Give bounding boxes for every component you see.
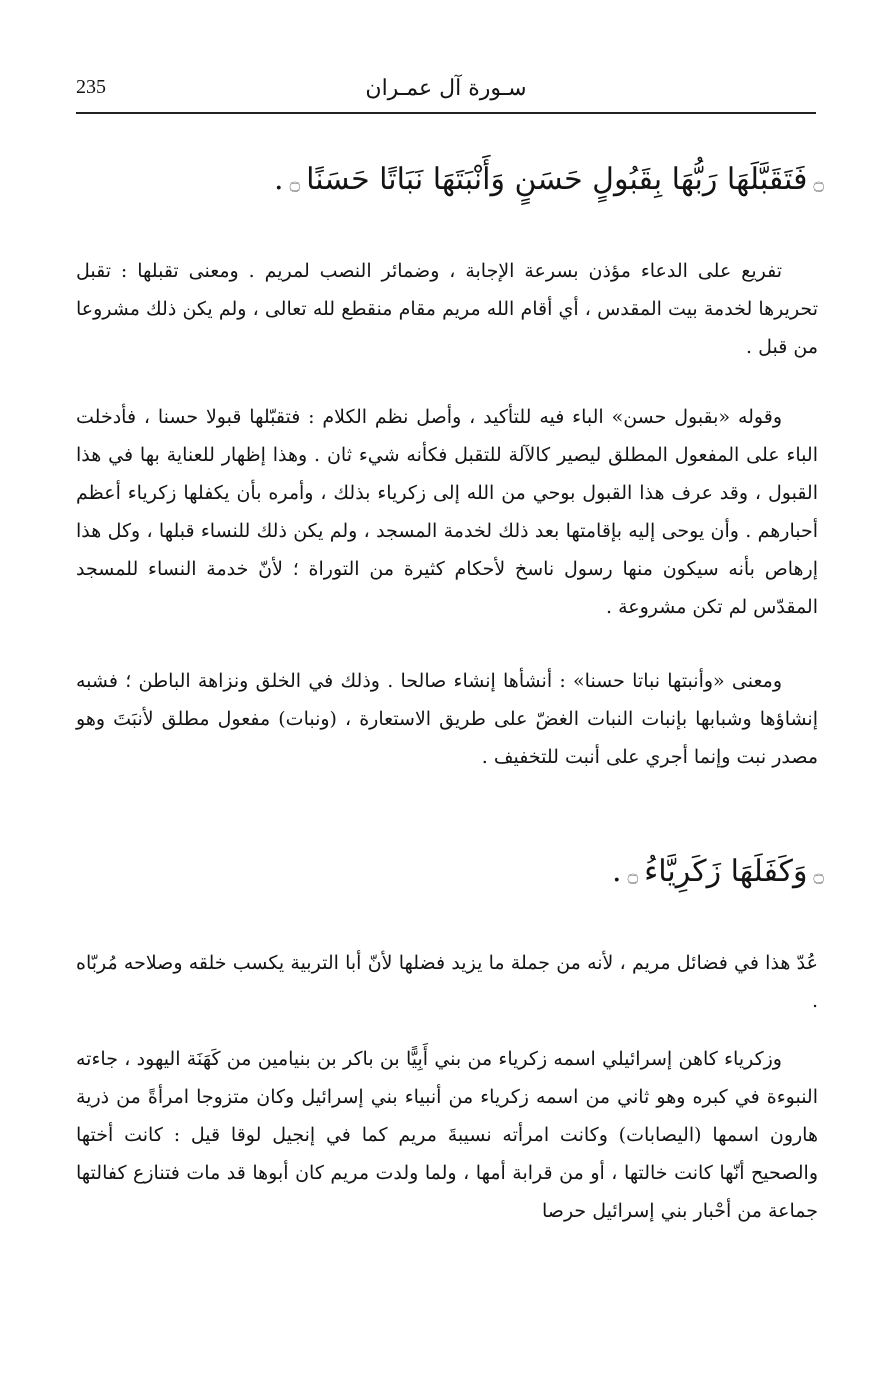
commentary-paragraph: وقوله «بقبول حسن» الباء فيه للتأكيد ، وأصل نظم الكلام : فتقبّلها قبولا حسنا ، فأدخلت الباء على المفعول المطلق ليصير كالآلة للتقبل فكأنه شيء ثان . وهذا إظهار للعناية بها في هذا القبول ، وقد عرف هذا القبول بوحي من الله إلى زكرياء بذلك ، وأمره بأن يكفلها زكرياء أعظم أحبارهم . وأن يوحى إليه بإقامتها بعد ذلك لخدمة المسجد ، ولم يكن ذلك للنساء قبلها ، وكل هذا إرهاص بأنه سيكون منها رسول ناسخ لأحكام كثيرة من التوراة ؛ لأنّ خدمة النساء للمسجد المقدّس لم تكن مشروعة . bbox=[76, 406, 818, 618]
verse-end: . bbox=[612, 854, 622, 889]
page-header bbox=[76, 68, 816, 114]
commentary-paragraph: وزكرياء كاهن إسرائيلي اسمه زكرياء من بني أَبِيًّا بن باكر بن بنيامين من كَهَنَة اليهود ، جاءته النبوءة في كبره وهو ثاني من اسمه زكرياء من أنبياء بني إسرائيل وكان متزوجا امرأةً من ذرية هارون اسمها (اليصابات) وكانت امرأته نسيبةَ مريم كما في إنجيل لوقا قيل : كانت أختها والصحيح أنّها كانت خالتها ، أو من قرابة أمها ، ولما ولدت مريم كان أبوها قد مات فتنازع كفالتها جماعة من أحْبار بني إسرائيل حرصا bbox=[76, 1048, 818, 1222]
page-number: 235 bbox=[76, 76, 106, 98]
commentary-paragraph: عُدّ هذا في فضائل مريم ، لأنه من جملة ما يزيد فضلها لأنّ أبا التربية يكسب خلقه وصلاحه مُربّاه . bbox=[76, 952, 818, 1012]
verse-ornament-icon: ۝ bbox=[289, 173, 301, 194]
verse-text: وَكَفَلَهَا زَكَرِيَّاءُ bbox=[644, 854, 808, 889]
commentary-paragraph: ومعنى «وأنبتها نباتا حسنا» : أنشأها إنشاء صالحا . وذلك في الخلق ونزاهة الباطن ؛ فشبه إنشاؤها وشبابها بإنبات النبات الغضّ على طريق الاستعارة ، (ونبات) مفعول مطلق لأنبَتَ وهو مصدر نبت وإنما أجري على أنبت للتخفيف . bbox=[76, 670, 818, 768]
running-title: سـورة آل عمـران bbox=[365, 76, 527, 101]
commentary-paragraph: تفريع على الدعاء مؤذن بسرعة الإجابة ، وضمائر النصب لمريم . ومعنى تقبلها : تقبل تحريرها لخدمة بيت المقدس ، أي أقام الله مريم مقام منقطع لله تعالى ، ولم يكن ذلك مشروعا من قبل . bbox=[76, 260, 818, 358]
verse-text: فَتَقَبَّلَهَا رَبُّهَا بِقَبُولٍ حَسَنٍ وَأَنْبَتَهَا نَبَاتًا حَسَنًا bbox=[306, 162, 808, 197]
quran-verse bbox=[274, 160, 830, 204]
verse-ornament-icon: ۝ bbox=[813, 173, 824, 194]
verse-ornament-icon: ۝ bbox=[627, 865, 639, 886]
quran-verse bbox=[612, 852, 830, 896]
verse-end: . bbox=[274, 162, 284, 197]
verse-ornament-icon: ۝ bbox=[813, 865, 824, 886]
